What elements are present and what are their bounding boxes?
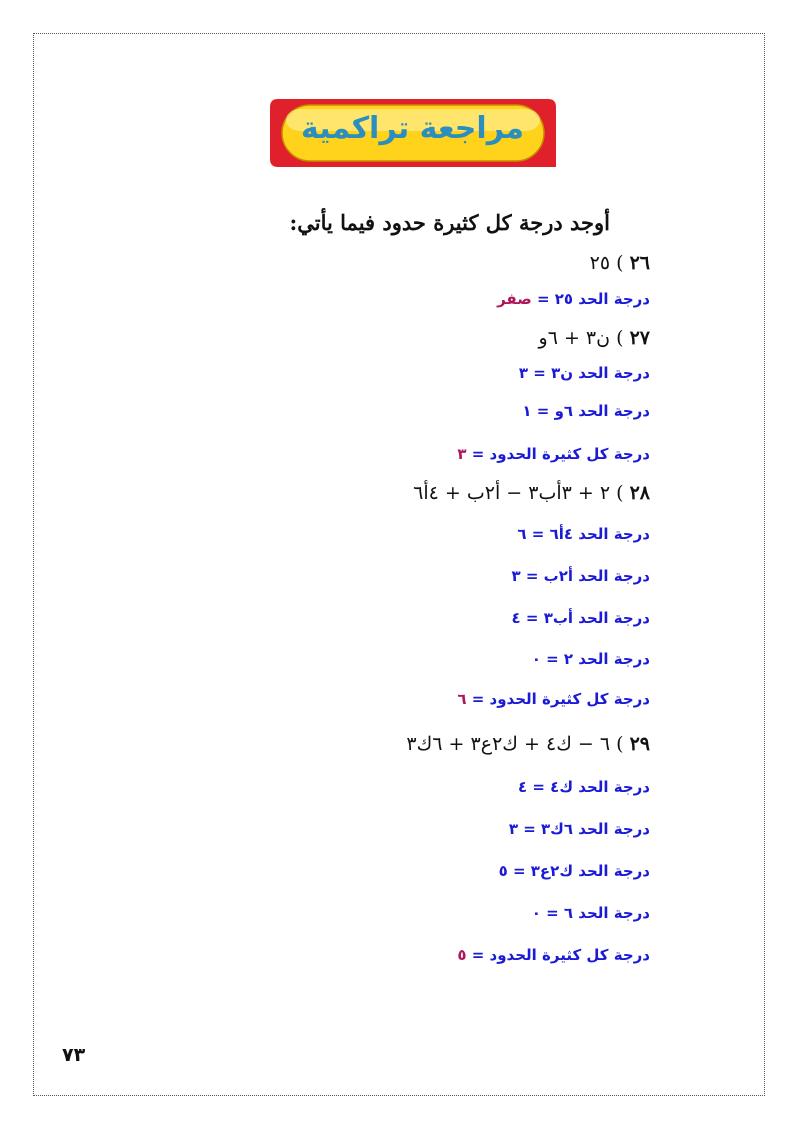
answer-value: صفر: [497, 290, 532, 308]
problem-29: ٢٩ ) ٦ − ك٤ + ك٢ع٣ + ٦ك٣: [406, 733, 650, 755]
answer-total: [457, 690, 650, 708]
problem-27: ٢٧ ) ن٣ + ٦و: [538, 327, 650, 349]
answer-value: ٥: [498, 862, 508, 880]
answer-label: درجة كل كثيرة الحدود =: [471, 445, 650, 463]
answer-total: [457, 946, 650, 964]
problem-number: ٢٩: [629, 733, 650, 755]
answer-label: درجة الحد ٦ك٣ =: [523, 820, 650, 838]
answer-value: ٦: [517, 525, 527, 543]
answer-line: [499, 862, 650, 880]
answer-label: درجة الحد أب٣ =: [525, 609, 650, 627]
problem-expression: ٢٥: [589, 252, 611, 274]
answer-value: ٥: [457, 946, 467, 964]
answer-line: [517, 525, 650, 543]
answer-label: درجة الحد ٦و =: [536, 402, 650, 420]
problem-expression: ن٣ + ٦و: [538, 327, 611, 349]
answer-label: درجة الحد ك٤ =: [532, 778, 650, 796]
answer-line: [512, 567, 651, 585]
problem-number: ٢٧: [629, 327, 650, 349]
answer-value: ٣: [457, 445, 467, 463]
page-border: [33, 33, 765, 1096]
answer-value: ٠: [531, 650, 541, 668]
answer-label: درجة الحد أ٢ب =: [525, 567, 650, 585]
answer-line: [532, 904, 650, 922]
problem-expression: ٢ + ٣أب٣ − أ٢ب + ٤أ٦: [413, 482, 611, 504]
answer-label: درجة الحد ٢ =: [546, 650, 650, 668]
problem-26: ٢٦ ) ٢٥: [589, 252, 650, 274]
answer-value: ٠: [531, 904, 541, 922]
problem-number: ٢٨: [629, 482, 650, 504]
answer-value: ١: [522, 402, 532, 420]
answer-total: [457, 445, 650, 463]
answer-label: درجة الحد ٢٥ =: [536, 290, 650, 308]
answer-line: [497, 290, 650, 308]
instruction-text: أوجد درجة كل كثيرة حدود فيما يأتي:: [289, 210, 610, 235]
page-title: مراجعة تراكمية: [301, 111, 524, 146]
answer-value: ٤: [511, 609, 521, 627]
answer-line: [512, 609, 651, 627]
answer-line: [509, 820, 650, 838]
answer-line: [518, 778, 650, 796]
answer-line: [519, 364, 650, 382]
answer-value: ٣: [518, 364, 529, 382]
answer-line: [522, 402, 650, 420]
problem-28: ٢٨ ) ٢ + ٣أب٣ − أ٢ب + ٤أ٦: [413, 482, 650, 504]
page-number: ٧٣: [62, 1044, 86, 1066]
answer-value: ٣: [508, 820, 518, 838]
answer-label: درجة الحد ن٣ =: [533, 364, 650, 382]
answer-value: ٣: [511, 567, 521, 585]
answer-line: [532, 650, 650, 668]
problem-expression: ٦ − ك٤ + ك٢ع٣ + ٦ك٣: [406, 733, 611, 755]
answer-label: درجة كل كثيرة الحدود =: [471, 690, 650, 708]
answer-value: ٤: [517, 778, 528, 796]
problem-number: ٢٦: [629, 252, 650, 274]
answer-label: درجة الحد ٦ =: [546, 904, 650, 922]
answer-label: درجة الحد ٤أ٦ =: [531, 525, 650, 543]
answer-label: درجة كل كثيرة الحدود =: [471, 946, 650, 964]
answer-label: درجة الحد ك٢ع٣ =: [512, 862, 650, 880]
answer-value: ٦: [457, 690, 467, 708]
